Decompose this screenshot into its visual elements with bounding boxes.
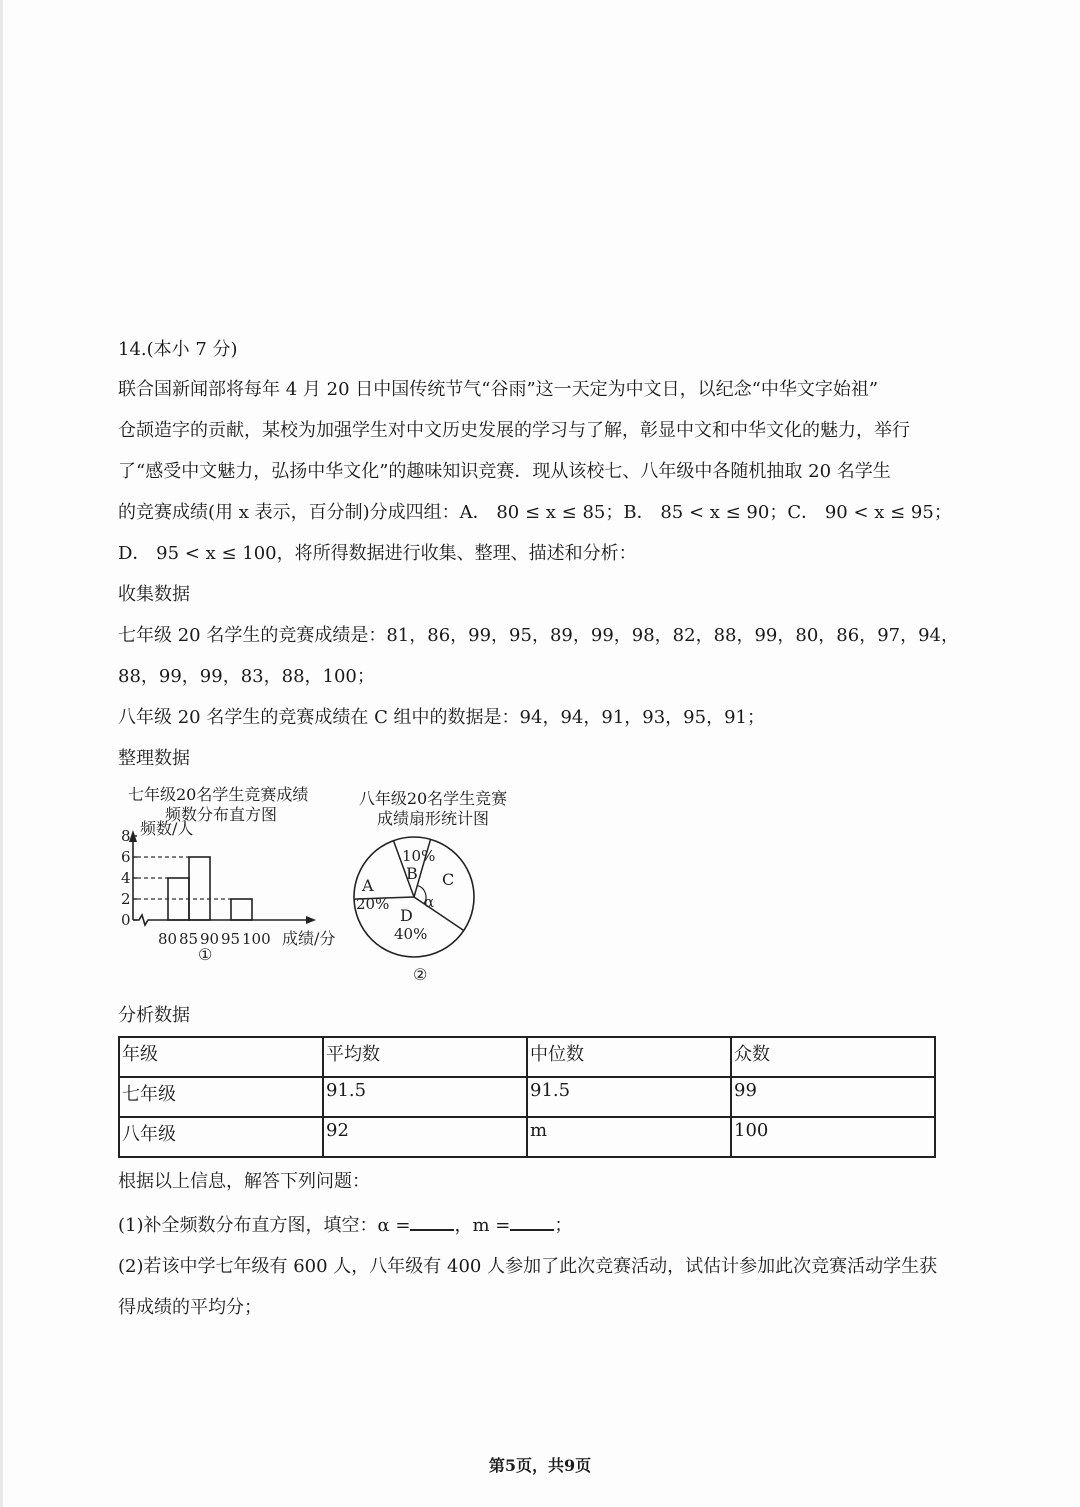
pie-slice-label: C [442, 870, 455, 889]
histogram-bar [189, 857, 210, 920]
table-cell: 八年级 [119, 1117, 323, 1157]
x-axis-arrow [306, 916, 316, 924]
pie-figure [343, 784, 523, 994]
x-axis [133, 915, 308, 925]
histogram-caption: ① [198, 945, 213, 964]
table-header-cell: 年级 [119, 1037, 323, 1077]
table-cell: 七年级 [119, 1077, 323, 1117]
question-header: 14.(本小 7 分) [118, 339, 238, 360]
page-edge [0, 0, 3, 1507]
grade8-c-group: 八年级 20 名学生的竞赛成绩在 C 组中的数据是：94，94，91，93，95，91； [118, 707, 765, 728]
table-cell: 91.5 [323, 1077, 527, 1117]
intro-line: 的竞赛成绩(用 x 表示，百分制)分成四组：A． 80 ≤ x ≤ 85；B． 85 < x ≤ 90；C． 90 < x ≤ 95； [118, 502, 952, 523]
pie-slice-label: D [400, 906, 413, 925]
histogram-bar [231, 899, 252, 920]
histogram-figure [118, 784, 358, 994]
grade7-scores: 七年级 20 名学生的竞赛成绩是：81，86，99，95，89，99，98，82，88，99，80，86，97，94， [118, 625, 960, 646]
sub-question-1 [118, 1211, 968, 1238]
y-axis-label: 频数/人 [140, 819, 194, 838]
x-tick-label: 80 [158, 930, 178, 948]
pie-slice-label: A [362, 876, 374, 895]
table-cell: m [527, 1117, 731, 1157]
histogram-title-line2: 频数分布直方图 [165, 805, 278, 824]
histogram-bar [168, 878, 189, 920]
analysis-table [118, 1036, 936, 1158]
alpha-answer-blank[interactable] [410, 1211, 454, 1231]
y-tick-label: 4 [121, 869, 131, 887]
histogram-chart [118, 784, 358, 994]
pie-slice-percent: 20% [356, 895, 390, 913]
pie-caption: ② [413, 965, 428, 984]
page-footer: 第5页，共9页 [488, 1456, 592, 1475]
x-axis-label: 成绩/分 [282, 929, 336, 948]
y-tick-label: 6 [121, 848, 131, 866]
q1-mid: ，m = [454, 1215, 511, 1236]
sub-question-2: (2)若该中学七年级有 600 人，八年级有 400 人参加了此次竞赛活动，试估计参加此次竞赛活动学生获 [118, 1256, 938, 1277]
table-cell: 91.5 [527, 1077, 731, 1117]
x-tick-label: 95 [221, 930, 241, 948]
intro-line: D． 95 < x ≤ 100，将所得数据进行收集、整理、描述和分析： [118, 543, 637, 564]
organize-heading: 整理数据 [118, 748, 190, 769]
sub-question-2-cont: 得成绩的平均分； [118, 1297, 262, 1318]
table-row [119, 1077, 935, 1117]
table-cell: 100 [731, 1117, 935, 1157]
analyze-heading: 分析数据 [118, 1005, 190, 1026]
table-header-cell: 平均数 [323, 1037, 527, 1077]
pie-slice-percent: 40% [394, 925, 428, 943]
y-tick-label: 0 [121, 911, 131, 929]
y-tick-label: 2 [121, 890, 131, 908]
table-header-row [119, 1037, 935, 1077]
intro-line: 了“感受中文魅力，弘扬中华文化”的趣味知识竞赛．现从该校七、八年级中各随机抽取 20 名学生 [118, 461, 891, 482]
intro-line: 联合国新闻部将每年 4 月 20 日中国传统节气“谷雨”这一天定为中文日，以纪念“中华文字始祖” [118, 379, 879, 400]
pie-slice-label: B [406, 864, 418, 883]
table-cell: 99 [731, 1077, 935, 1117]
pie-title-line2: 成绩扇形统计图 [376, 809, 489, 828]
intro-line: 仓颉造字的贡献，某校为加强学生对中文历史发展的学习与了解，彰显中文和中华文化的魅力，举行 [118, 420, 910, 441]
pie-slice-percent: 10% [402, 847, 436, 865]
x-tick-label: 85 [179, 930, 199, 948]
collect-heading: 收集数据 [118, 584, 190, 605]
pie-title-line1: 八年级20名学生竞赛 [358, 789, 508, 808]
table-cell: 92 [323, 1117, 527, 1157]
x-tick-label: 100 [242, 930, 271, 948]
histogram-title-line1: 七年级20名学生竞赛成绩 [128, 785, 309, 804]
y-tick-label: 8 [121, 827, 131, 845]
question-body [118, 338, 968, 1337]
m-answer-blank[interactable] [510, 1211, 554, 1231]
alpha-label: α [424, 893, 435, 911]
pie-chart [343, 784, 523, 994]
figures-row [118, 784, 968, 994]
q1-prefix: (1)补全频数分布直方图，填空：α = [118, 1215, 411, 1236]
grade7-scores: 88，99，99，83，88，100； [118, 666, 375, 687]
table-header-cell: 众数 [731, 1037, 935, 1077]
q1-suffix: ； [554, 1215, 573, 1236]
table-header-cell: 中位数 [527, 1037, 731, 1077]
x-tick-label: 90 [200, 930, 220, 948]
table-row [119, 1117, 935, 1157]
instructions-line: 根据以上信息，解答下列问题： [118, 1171, 370, 1192]
